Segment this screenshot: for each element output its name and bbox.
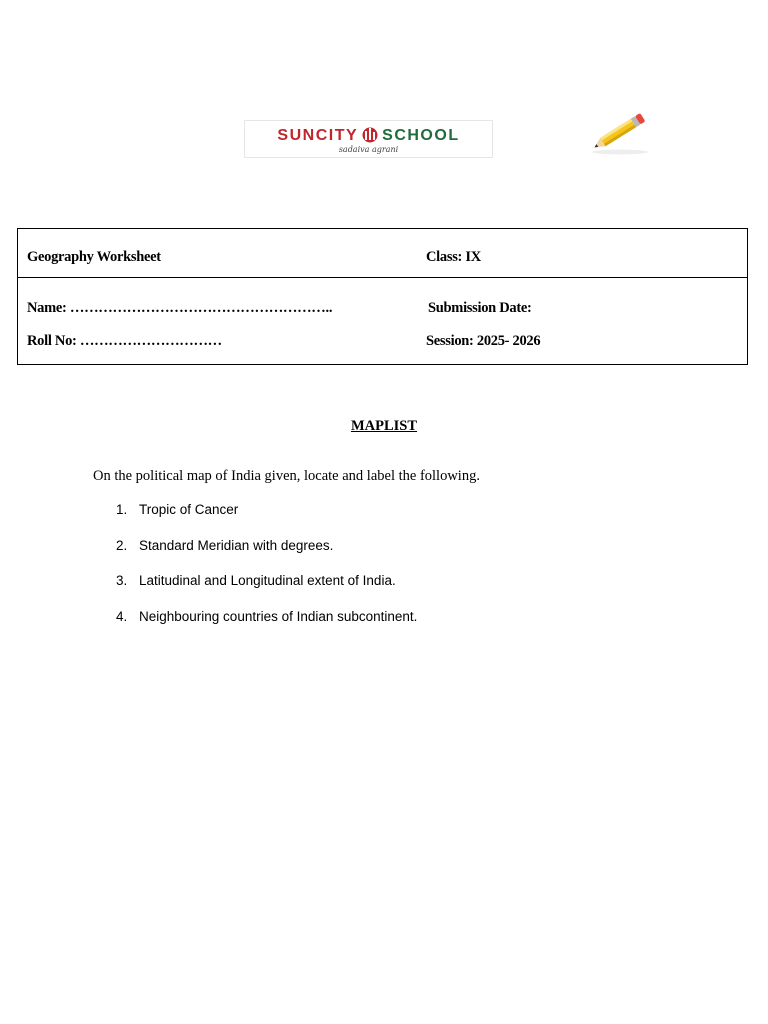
- list-item-text: Neighbouring countries of Indian subcontinent.: [139, 608, 418, 624]
- roll-number-field: Roll No: …………………………: [27, 333, 222, 349]
- logo-name-part2: SCHOOL: [382, 127, 460, 144]
- submission-date-field: Submission Date:: [428, 300, 532, 316]
- worksheet-header-table: [17, 228, 748, 365]
- logo-tagline: sadaiva agrani: [338, 145, 399, 154]
- instruction-text: On the political map of India given, locate and label the following.: [93, 468, 480, 484]
- session-label: Session: 2025- 2026: [426, 333, 541, 349]
- subject-label: Geography Worksheet: [27, 249, 161, 265]
- class-label: Class: IX: [426, 249, 481, 265]
- header-divider: [18, 277, 747, 278]
- school-logo: [244, 120, 493, 158]
- page-title: MAPLIST: [350, 418, 418, 434]
- list-item-text: Tropic of Cancer: [139, 502, 239, 517]
- logo-name-part1: SUNCITY: [277, 127, 359, 144]
- name-field: Name: ………………………………………………..: [27, 300, 333, 316]
- task-list: [116, 502, 417, 644]
- list-item-text: Standard Meridian with degrees.: [139, 537, 334, 553]
- pencil-icon: [586, 108, 652, 160]
- list-item: [116, 609, 417, 645]
- list-item-number: 2.: [116, 537, 128, 553]
- suncity-logo-icon: [359, 125, 381, 143]
- list-item: [116, 502, 417, 538]
- list-item-number: 4.: [116, 608, 128, 624]
- list-item-number: 1.: [116, 502, 128, 517]
- list-item-text: Latitudinal and Longitudinal extent of India.: [139, 573, 396, 588]
- logo-wordmark: [245, 125, 492, 145]
- list-item: [116, 538, 417, 574]
- list-item-number: 3.: [116, 573, 128, 588]
- list-item: [116, 573, 417, 609]
